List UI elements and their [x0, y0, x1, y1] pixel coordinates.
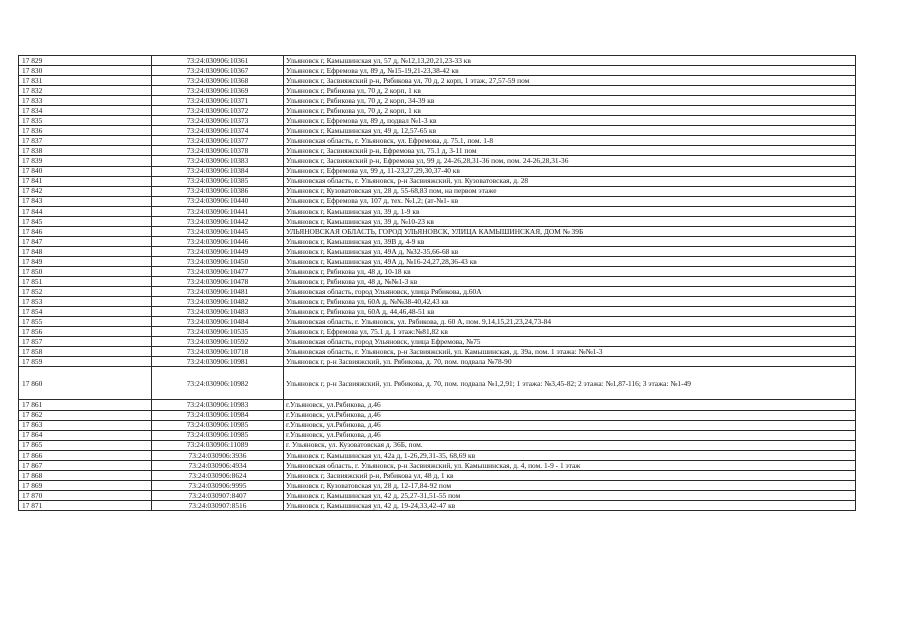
cadastral-number-cell: 73:24:030906:10367 — [152, 66, 284, 76]
table-row — [19, 297, 856, 307]
address-cell: УЛЬЯНОВСКАЯ ОБЛАСТЬ, ГОРОД УЛЬЯНОВСК, УЛИЦА КАМЫШИНСКАЯ, ДОМ № 39Б — [284, 226, 856, 236]
cadastral-number-cell: 73:24:030907:8516 — [152, 500, 284, 510]
table-row — [19, 206, 856, 216]
row-number-cell: 17 830 — [19, 66, 152, 76]
row-number-cell: 17 863 — [19, 420, 152, 430]
registry-table — [18, 55, 856, 511]
table-row — [19, 307, 856, 317]
cadastral-number-cell: 73:24:030907:8407 — [152, 490, 284, 500]
row-number-cell: 17 836 — [19, 126, 152, 136]
address-cell: Ульяновск г, Кузоватовская ул, 28 д, 55-68,83 пом, на первом этаже — [284, 186, 856, 196]
table-row — [19, 337, 856, 347]
table-row — [19, 256, 856, 266]
table-row — [19, 266, 856, 276]
address-cell: г.Ульяновск, ул.Рябикова, д.46 — [284, 400, 856, 410]
address-cell: Ульяновская область, г. Ульяновск, ул. Рябикова, д. 60 А, пом. 9,14,15,21,23,24,73-84 — [284, 317, 856, 327]
row-number-cell: 17 839 — [19, 156, 152, 166]
address-cell: Ульяновск г, Ефремова ул, 99 д, 11-23,27,29,30,37-40 кв — [284, 166, 856, 176]
cadastral-number-cell: 73:24:030906:3936 — [152, 450, 284, 460]
table-row — [19, 430, 856, 440]
table-row — [19, 400, 856, 410]
address-cell: Ульяновск г, Ефремова ул, 89 д, подвал №1-3 кв — [284, 116, 856, 126]
table-row — [19, 420, 856, 430]
cadastral-number-cell: 73:24:030906:10372 — [152, 106, 284, 116]
row-number-cell: 17 841 — [19, 176, 152, 186]
cadastral-number-cell: 73:24:030906:9995 — [152, 480, 284, 490]
row-number-cell: 17 838 — [19, 146, 152, 156]
table-row — [19, 186, 856, 196]
cadastral-number-cell: 73:24:030906:11089 — [152, 440, 284, 450]
address-cell: Ульяновск г, Камышинская ул, 49А д, №16-24,27,28,36-43 кв — [284, 256, 856, 266]
table-row — [19, 126, 856, 136]
row-number-cell: 17 837 — [19, 136, 152, 146]
table-row — [19, 410, 856, 420]
cadastral-number-cell: 73:24:030906:10446 — [152, 236, 284, 246]
row-number-cell: 17 842 — [19, 186, 152, 196]
cadastral-number-cell: 73:24:030906:10378 — [152, 146, 284, 156]
table-row — [19, 146, 856, 156]
address-cell: Ульяновск г, Засвияжский р-н, Ефремова ул, 75.1 д, 3-11 пом — [284, 146, 856, 156]
cadastral-number-cell: 73:24:030906:10441 — [152, 206, 284, 216]
cadastral-number-cell: 73:24:030906:10385 — [152, 176, 284, 186]
cadastral-number-cell: 73:24:030906:10478 — [152, 277, 284, 287]
address-cell: Ульяновск г, р-н Засвияжский, ул. Рябикова, д. 70, пом. подвала №1,2,91; 1 этажа: №3,45-82; 2 этажа: №1,87-116; 3 этажа: №1-49 — [284, 367, 856, 400]
address-cell: Ульяновск г, Засвияжский р-н, Ефремова ул, 99 д, 24-26,28,31-36 пом, пом. 24-26,28,31-36 — [284, 156, 856, 166]
row-number-cell: 17 845 — [19, 216, 152, 226]
address-cell: Ульяновск г, Камышинская ул, 39 д, 1-9 кв — [284, 206, 856, 216]
row-number-cell: 17 834 — [19, 106, 152, 116]
row-number-cell: 17 843 — [19, 196, 152, 206]
cadastral-number-cell: 73:24:030906:10985 — [152, 430, 284, 440]
address-cell: Ульяновск г, Рябикова ул, 70 д, 2 корп, 1 кв — [284, 86, 856, 96]
cadastral-number-cell: 73:24:030906:10484 — [152, 317, 284, 327]
row-number-cell: 17 832 — [19, 86, 152, 96]
address-cell: Ульяновск г, Рябикова ул, 48 д, 10-18 кв — [284, 266, 856, 276]
address-cell: Ульяновск г, р-н Засвияжский, ул. Рябикова, д. 70, пом. подвала №78-90 — [284, 357, 856, 367]
cadastral-number-cell: 73:24:030906:10361 — [152, 56, 284, 66]
address-cell: г.Ульяновск, ул.Рябикова, д.46 — [284, 430, 856, 440]
table-row — [19, 287, 856, 297]
row-number-cell: 17 851 — [19, 277, 152, 287]
table-row — [19, 367, 856, 400]
cadastral-number-cell: 73:24:030906:10449 — [152, 246, 284, 256]
row-number-cell: 17 844 — [19, 206, 152, 216]
address-cell: Ульяновск г, Камышинская ул, 39В д, 4-9 кв — [284, 236, 856, 246]
address-cell: Ульяновск г, Камышинская ул, 39 д, №10-23 кв — [284, 216, 856, 226]
address-cell: Ульяновск г, Ефремова ул, 89 д, №15-19,21-23,38-42 кв — [284, 66, 856, 76]
row-number-cell: 17 854 — [19, 307, 152, 317]
cadastral-number-cell: 73:24:030906:10592 — [152, 337, 284, 347]
row-number-cell: 17 848 — [19, 246, 152, 256]
address-cell: Ульяновск г, Камышинская ул, 49А д, №32-35,66-68 кв — [284, 246, 856, 256]
address-cell: Ульяновская область, г. Ульяновск, р-н Засвияжский, ул. Камышинская, д. 39а, пом. 1 этажа: №№1-3 — [284, 347, 856, 357]
row-number-cell: 17 864 — [19, 430, 152, 440]
row-number-cell: 17 829 — [19, 56, 152, 66]
row-number-cell: 17 869 — [19, 480, 152, 490]
table-row — [19, 116, 856, 126]
address-cell: Ульяновск г, Рябикова ул, 48 д, №№1-3 кв — [284, 277, 856, 287]
address-cell: Ульяновск г, Засвияжский р-н, Рябикова ул, 70 д, 2 корп, 1 этаж, 27,57-59 пом — [284, 76, 856, 86]
cadastral-number-cell: 73:24:030906:10718 — [152, 347, 284, 357]
row-number-cell: 17 855 — [19, 317, 152, 327]
table-row — [19, 66, 856, 76]
row-number-cell: 17 867 — [19, 460, 152, 470]
cadastral-number-cell: 73:24:030906:10442 — [152, 216, 284, 226]
table-row — [19, 480, 856, 490]
address-cell: Ульяновская область, г. Ульяновск, р-н Засвияжский, ул. Кузоватовская, д. 28 — [284, 176, 856, 186]
table-row — [19, 317, 856, 327]
table-row — [19, 226, 856, 236]
table-row — [19, 277, 856, 287]
registry-table-body — [19, 56, 856, 511]
cadastral-number-cell: 73:24:030906:10477 — [152, 266, 284, 276]
cadastral-number-cell: 73:24:030906:10983 — [152, 400, 284, 410]
address-cell: Ульяновск г, Рябикова ул, 70 д, 2 корп, 1 кв — [284, 106, 856, 116]
cadastral-number-cell: 73:24:030906:10386 — [152, 186, 284, 196]
cadastral-number-cell: 73:24:030906:10440 — [152, 196, 284, 206]
table-row — [19, 166, 856, 176]
table-row — [19, 327, 856, 337]
address-cell: Ульяновск г, Рябикова ул, 60А д, 44,46,48-51 кв — [284, 307, 856, 317]
row-number-cell: 17 847 — [19, 236, 152, 246]
address-cell: Ульяновск г, Рябикова ул, 70 д, 2 корп, 34-39 кв — [284, 96, 856, 106]
row-number-cell: 17 871 — [19, 500, 152, 510]
cadastral-number-cell: 73:24:030906:10984 — [152, 410, 284, 420]
row-number-cell: 17 856 — [19, 327, 152, 337]
address-cell: Ульяновск г, Камышинская ул, 49 д, 12,57-65 кв — [284, 126, 856, 136]
table-row — [19, 357, 856, 367]
table-row — [19, 347, 856, 357]
row-number-cell: 17 850 — [19, 266, 152, 276]
cadastral-number-cell: 73:24:030906:10535 — [152, 327, 284, 337]
cadastral-number-cell: 73:24:030906:10450 — [152, 256, 284, 266]
row-number-cell: 17 852 — [19, 287, 152, 297]
table-row — [19, 236, 856, 246]
cadastral-number-cell: 73:24:030906:10383 — [152, 156, 284, 166]
table-row — [19, 176, 856, 186]
row-number-cell: 17 862 — [19, 410, 152, 420]
row-number-cell: 17 846 — [19, 226, 152, 236]
row-number-cell: 17 868 — [19, 470, 152, 480]
address-cell: Ульяновск г, Кузоватовская ул, 28 д, 12-17,84-92 пом — [284, 480, 856, 490]
address-cell: Ульяновск г, Ефремова ул, 75.1 д, 1 этаж:№81,82 кв — [284, 327, 856, 337]
address-cell: Ульяновская область, г. Ульяновск, р-н Засвияжский, ул. Камышинская, д. 4, пом. 1-9 - 1 этаж — [284, 460, 856, 470]
table-row — [19, 76, 856, 86]
row-number-cell: 17 835 — [19, 116, 152, 126]
row-number-cell: 17 840 — [19, 166, 152, 176]
cadastral-number-cell: 73:24:030906:10368 — [152, 76, 284, 86]
cadastral-number-cell: 73:24:030906:10374 — [152, 126, 284, 136]
address-cell: Ульяновск г, Засвияжский р-н, Рябикова ул, 48 д, 1 кв — [284, 470, 856, 480]
address-cell: Ульяновская область, город Ульяновск, улица Ефремова, №75 — [284, 337, 856, 347]
table-row — [19, 156, 856, 166]
table-row — [19, 440, 856, 450]
cadastral-number-cell: 73:24:030906:10982 — [152, 367, 284, 400]
table-row — [19, 86, 856, 96]
cadastral-number-cell: 73:24:030906:10373 — [152, 116, 284, 126]
table-row — [19, 490, 856, 500]
address-cell: Ульяновск г, Камышинская ул, 42 д, 25,27-31,51-55 пом — [284, 490, 856, 500]
row-number-cell: 17 849 — [19, 256, 152, 266]
address-cell: г.Ульяновск, ул.Рябикова, д.46 — [284, 420, 856, 430]
cadastral-number-cell: 73:24:030906:10481 — [152, 287, 284, 297]
address-cell: Ульяновская область, город Ульяновск, улица Рябикова, д.60А — [284, 287, 856, 297]
row-number-cell: 17 831 — [19, 76, 152, 86]
table-row — [19, 450, 856, 460]
address-cell: г.Ульяновск, ул.Рябикова, д.46 — [284, 410, 856, 420]
cadastral-number-cell: 73:24:030906:10445 — [152, 226, 284, 236]
address-cell: Ульяновск г, Рябикова ул, 60А д, №№38-40,42,43 кв — [284, 297, 856, 307]
cadastral-number-cell: 73:24:030906:8624 — [152, 470, 284, 480]
row-number-cell: 17 870 — [19, 490, 152, 500]
cadastral-number-cell: 73:24:030906:10483 — [152, 307, 284, 317]
row-number-cell: 17 861 — [19, 400, 152, 410]
address-cell: Ульяновск г, Камышинская ул, 42а д, 1-26,29,31-35, 68,69 кв — [284, 450, 856, 460]
table-row — [19, 246, 856, 256]
table-row — [19, 196, 856, 206]
address-cell: Ульяновск г, Камышинская ул, 42 д, 19-24,33,42-47 кв — [284, 500, 856, 510]
row-number-cell: 17 865 — [19, 440, 152, 450]
cadastral-number-cell: 73:24:030906:10482 — [152, 297, 284, 307]
address-cell: Ульяновск г, Ефремова ул, 107 д, тех. №1,2; (ат-№1- кв — [284, 196, 856, 206]
cadastral-number-cell: 73:24:030906:10384 — [152, 166, 284, 176]
cadastral-number-cell: 73:24:030906:10369 — [152, 86, 284, 96]
table-row — [19, 460, 856, 470]
cadastral-number-cell: 73:24:030906:4934 — [152, 460, 284, 470]
address-cell: Ульяновск г, Камышинская ул, 57 д, №12,13,20,21,23-33 кв — [284, 56, 856, 66]
cadastral-number-cell: 73:24:030906:10377 — [152, 136, 284, 146]
row-number-cell: 17 858 — [19, 347, 152, 357]
row-number-cell: 17 833 — [19, 96, 152, 106]
table-row — [19, 96, 856, 106]
row-number-cell: 17 860 — [19, 367, 152, 400]
table-row — [19, 470, 856, 480]
table-row — [19, 56, 856, 66]
row-number-cell: 17 853 — [19, 297, 152, 307]
address-cell: Ульяновская область, г. Ульяновск, ул. Ефремова, д. 75.1, пом. 1-8 — [284, 136, 856, 146]
address-cell: г. Ульяновск, ул. Кузоватовская д. 36Б, пом. — [284, 440, 856, 450]
table-row — [19, 216, 856, 226]
row-number-cell: 17 857 — [19, 337, 152, 347]
cadastral-number-cell: 73:24:030906:10985 — [152, 420, 284, 430]
cadastral-number-cell: 73:24:030906:10981 — [152, 357, 284, 367]
table-row — [19, 136, 856, 146]
row-number-cell: 17 866 — [19, 450, 152, 460]
table-row — [19, 106, 856, 116]
row-number-cell: 17 859 — [19, 357, 152, 367]
table-row — [19, 500, 856, 510]
cadastral-number-cell: 73:24:030906:10371 — [152, 96, 284, 106]
